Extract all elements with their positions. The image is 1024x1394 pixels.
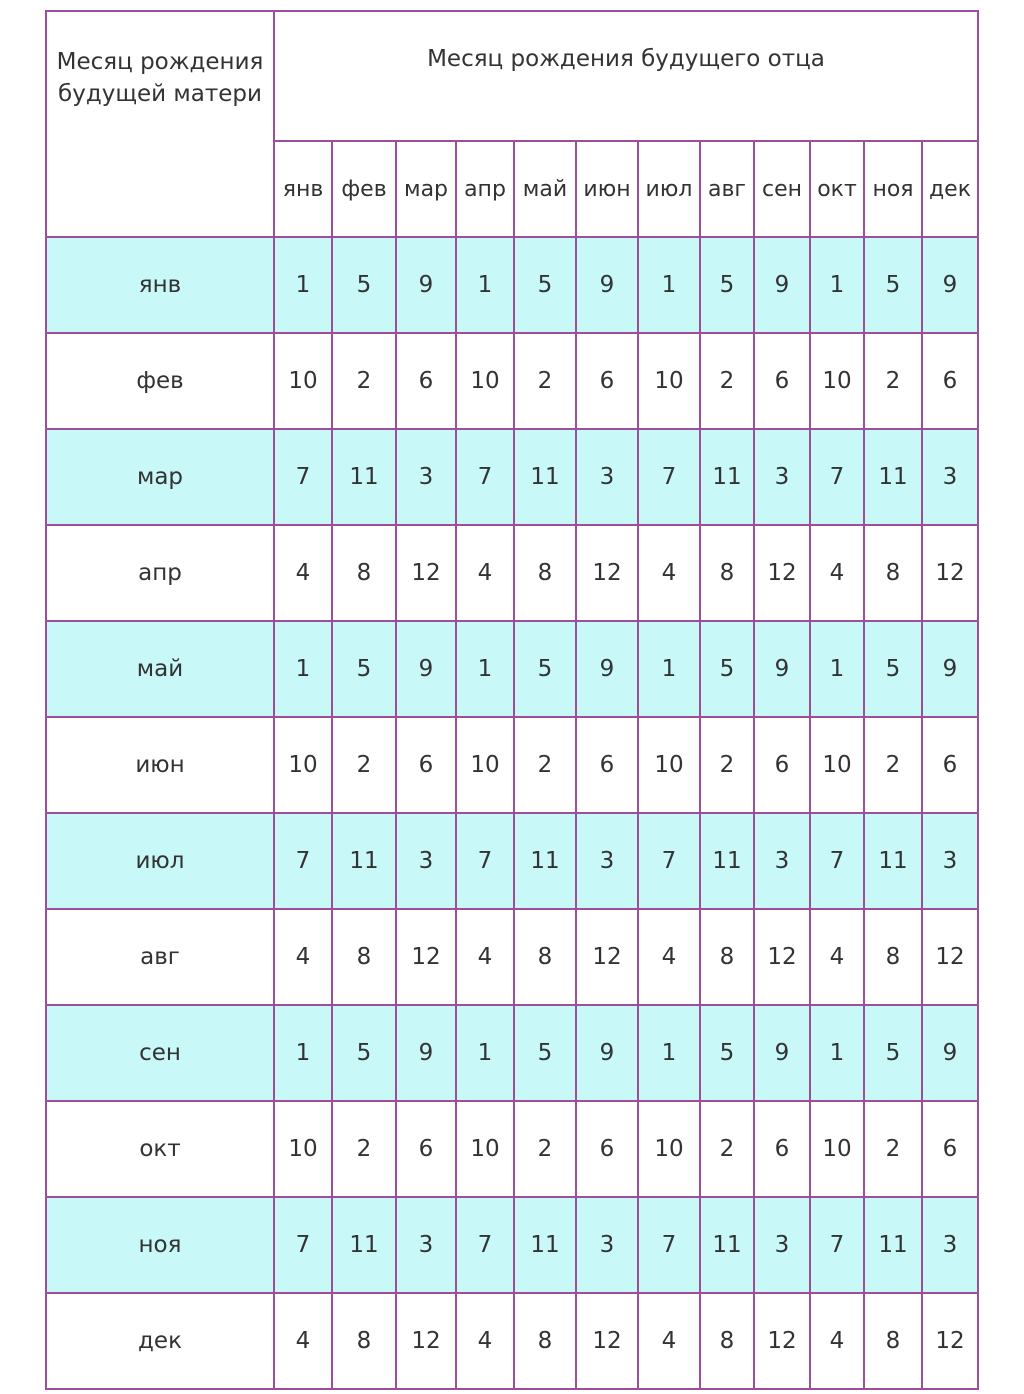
value-cell: 7 xyxy=(456,1197,514,1293)
value-cell: 3 xyxy=(754,813,810,909)
value-cell: 7 xyxy=(810,429,864,525)
value-cell: 9 xyxy=(576,1005,638,1101)
father-month-2: мар xyxy=(396,141,456,237)
father-month-7: авг xyxy=(700,141,754,237)
value-cell: 3 xyxy=(396,429,456,525)
value-cell: 1 xyxy=(638,237,700,333)
value-cell: 1 xyxy=(456,237,514,333)
table-row xyxy=(46,909,978,1005)
value-cell: 1 xyxy=(638,621,700,717)
table-row xyxy=(46,621,978,717)
value-cell: 6 xyxy=(396,1101,456,1197)
value-cell: 7 xyxy=(638,813,700,909)
value-cell: 1 xyxy=(810,621,864,717)
value-cell: 11 xyxy=(332,1197,396,1293)
value-cell: 11 xyxy=(864,429,922,525)
value-cell: 5 xyxy=(514,237,576,333)
value-cell: 3 xyxy=(922,429,978,525)
father-month-8: сен xyxy=(754,141,810,237)
value-cell: 5 xyxy=(864,237,922,333)
value-cell: 10 xyxy=(274,333,332,429)
father-month-4: май xyxy=(514,141,576,237)
value-cell: 6 xyxy=(396,717,456,813)
value-cell: 9 xyxy=(396,1005,456,1101)
value-cell: 7 xyxy=(638,1197,700,1293)
mother-month-cell: ноя xyxy=(46,1197,274,1293)
value-cell: 7 xyxy=(810,813,864,909)
value-cell: 3 xyxy=(922,1197,978,1293)
value-cell: 1 xyxy=(274,1005,332,1101)
value-cell: 6 xyxy=(754,717,810,813)
value-cell: 4 xyxy=(274,525,332,621)
value-cell: 11 xyxy=(700,429,754,525)
value-cell: 4 xyxy=(638,909,700,1005)
value-cell: 9 xyxy=(396,621,456,717)
mother-month-cell: авг xyxy=(46,909,274,1005)
value-cell: 6 xyxy=(576,333,638,429)
mother-month-cell: окт xyxy=(46,1101,274,1197)
table-row xyxy=(46,1101,978,1197)
value-cell: 7 xyxy=(274,813,332,909)
value-cell: 9 xyxy=(576,237,638,333)
value-cell: 3 xyxy=(576,813,638,909)
table-body xyxy=(46,237,978,1389)
value-cell: 4 xyxy=(810,525,864,621)
mother-month-cell: дек xyxy=(46,1293,274,1389)
father-month-1: фев xyxy=(332,141,396,237)
table-row xyxy=(46,813,978,909)
value-cell: 8 xyxy=(514,909,576,1005)
value-cell: 10 xyxy=(274,717,332,813)
value-cell: 11 xyxy=(332,429,396,525)
value-cell: 10 xyxy=(810,1101,864,1197)
value-cell: 7 xyxy=(274,429,332,525)
father-month-3: апр xyxy=(456,141,514,237)
value-cell: 1 xyxy=(274,621,332,717)
value-cell: 7 xyxy=(810,1197,864,1293)
value-cell: 4 xyxy=(274,1293,332,1389)
value-cell: 3 xyxy=(396,1197,456,1293)
value-cell: 1 xyxy=(810,1005,864,1101)
value-cell: 6 xyxy=(922,333,978,429)
father-month-6: июл xyxy=(638,141,700,237)
father-month-11: дек xyxy=(922,141,978,237)
value-cell: 2 xyxy=(700,1101,754,1197)
value-cell: 6 xyxy=(576,717,638,813)
value-cell: 8 xyxy=(514,525,576,621)
value-cell: 12 xyxy=(576,525,638,621)
mother-month-cell: сен xyxy=(46,1005,274,1101)
value-cell: 10 xyxy=(638,717,700,813)
value-cell: 7 xyxy=(274,1197,332,1293)
value-cell: 4 xyxy=(274,909,332,1005)
table-row xyxy=(46,333,978,429)
value-cell: 12 xyxy=(396,1293,456,1389)
value-cell: 8 xyxy=(864,525,922,621)
value-cell: 5 xyxy=(332,621,396,717)
value-cell: 1 xyxy=(810,237,864,333)
value-cell: 2 xyxy=(514,717,576,813)
value-cell: 9 xyxy=(396,237,456,333)
table-row xyxy=(46,1293,978,1389)
value-cell: 5 xyxy=(700,237,754,333)
value-cell: 11 xyxy=(864,1197,922,1293)
value-cell: 8 xyxy=(864,909,922,1005)
mother-month-cell: май xyxy=(46,621,274,717)
mother-month-cell: фев xyxy=(46,333,274,429)
value-cell: 5 xyxy=(514,621,576,717)
value-cell: 4 xyxy=(456,909,514,1005)
mother-month-cell: апр xyxy=(46,525,274,621)
value-cell: 10 xyxy=(456,333,514,429)
value-cell: 12 xyxy=(576,909,638,1005)
value-cell: 9 xyxy=(922,621,978,717)
value-cell: 2 xyxy=(332,333,396,429)
value-cell: 10 xyxy=(456,717,514,813)
value-cell: 2 xyxy=(864,1101,922,1197)
value-cell: 3 xyxy=(576,429,638,525)
value-cell: 1 xyxy=(456,1005,514,1101)
father-month-0: янв xyxy=(274,141,332,237)
value-cell: 6 xyxy=(576,1101,638,1197)
table-row xyxy=(46,525,978,621)
value-cell: 1 xyxy=(456,621,514,717)
value-cell: 12 xyxy=(922,1293,978,1389)
value-cell: 10 xyxy=(456,1101,514,1197)
value-cell: 11 xyxy=(514,1197,576,1293)
value-cell: 4 xyxy=(810,909,864,1005)
father-month-header: Месяц рождения будущего отца xyxy=(274,11,978,141)
value-cell: 12 xyxy=(922,525,978,621)
value-cell: 10 xyxy=(274,1101,332,1197)
value-cell: 3 xyxy=(396,813,456,909)
value-cell: 12 xyxy=(754,909,810,1005)
value-cell: 10 xyxy=(638,333,700,429)
value-cell: 2 xyxy=(864,717,922,813)
value-cell: 9 xyxy=(922,1005,978,1101)
value-cell: 4 xyxy=(638,1293,700,1389)
value-cell: 2 xyxy=(514,333,576,429)
mother-month-cell: июн xyxy=(46,717,274,813)
value-cell: 6 xyxy=(396,333,456,429)
table-row xyxy=(46,1005,978,1101)
value-cell: 5 xyxy=(332,1005,396,1101)
value-cell: 9 xyxy=(754,621,810,717)
value-cell: 5 xyxy=(332,237,396,333)
mother-month-cell: мар xyxy=(46,429,274,525)
value-cell: 9 xyxy=(922,237,978,333)
value-cell: 8 xyxy=(700,525,754,621)
father-month-9: окт xyxy=(810,141,864,237)
value-cell: 11 xyxy=(332,813,396,909)
value-cell: 8 xyxy=(700,909,754,1005)
value-cell: 8 xyxy=(332,909,396,1005)
value-cell: 4 xyxy=(456,525,514,621)
value-cell: 11 xyxy=(514,813,576,909)
value-cell: 10 xyxy=(810,717,864,813)
value-cell: 9 xyxy=(754,237,810,333)
father-month-10: ноя xyxy=(864,141,922,237)
table-row xyxy=(46,237,978,333)
value-cell: 7 xyxy=(456,429,514,525)
value-cell: 11 xyxy=(700,813,754,909)
value-cell: 10 xyxy=(638,1101,700,1197)
value-cell: 9 xyxy=(576,621,638,717)
value-cell: 1 xyxy=(638,1005,700,1101)
value-cell: 8 xyxy=(864,1293,922,1389)
value-cell: 4 xyxy=(638,525,700,621)
father-month-5: июн xyxy=(576,141,638,237)
value-cell: 5 xyxy=(700,1005,754,1101)
value-cell: 12 xyxy=(396,525,456,621)
value-cell: 5 xyxy=(864,621,922,717)
table-row xyxy=(46,717,978,813)
table-row xyxy=(46,1197,978,1293)
value-cell: 12 xyxy=(922,909,978,1005)
conception-table xyxy=(45,10,979,1390)
value-cell: 4 xyxy=(456,1293,514,1389)
value-cell: 7 xyxy=(638,429,700,525)
value-cell: 6 xyxy=(922,717,978,813)
value-cell: 2 xyxy=(864,333,922,429)
value-cell: 8 xyxy=(332,525,396,621)
value-cell: 4 xyxy=(810,1293,864,1389)
value-cell: 3 xyxy=(754,1197,810,1293)
mother-month-header: Месяц рождения будущей матери xyxy=(46,11,274,237)
value-cell: 5 xyxy=(514,1005,576,1101)
value-cell: 5 xyxy=(864,1005,922,1101)
value-cell: 12 xyxy=(576,1293,638,1389)
header-row-top xyxy=(46,11,978,141)
value-cell: 7 xyxy=(456,813,514,909)
value-cell: 1 xyxy=(274,237,332,333)
value-cell: 12 xyxy=(754,525,810,621)
value-cell: 2 xyxy=(700,717,754,813)
value-cell: 12 xyxy=(754,1293,810,1389)
value-cell: 8 xyxy=(332,1293,396,1389)
value-cell: 8 xyxy=(514,1293,576,1389)
value-cell: 5 xyxy=(700,621,754,717)
mother-month-cell: янв xyxy=(46,237,274,333)
mother-month-cell: июл xyxy=(46,813,274,909)
value-cell: 11 xyxy=(514,429,576,525)
value-cell: 2 xyxy=(514,1101,576,1197)
value-cell: 3 xyxy=(922,813,978,909)
value-cell: 3 xyxy=(576,1197,638,1293)
value-cell: 8 xyxy=(700,1293,754,1389)
value-cell: 6 xyxy=(754,333,810,429)
table-row xyxy=(46,429,978,525)
value-cell: 10 xyxy=(810,333,864,429)
value-cell: 2 xyxy=(332,1101,396,1197)
value-cell: 2 xyxy=(332,717,396,813)
value-cell: 6 xyxy=(922,1101,978,1197)
value-cell: 9 xyxy=(754,1005,810,1101)
value-cell: 6 xyxy=(754,1101,810,1197)
value-cell: 11 xyxy=(700,1197,754,1293)
value-cell: 12 xyxy=(396,909,456,1005)
value-cell: 2 xyxy=(700,333,754,429)
value-cell: 3 xyxy=(754,429,810,525)
value-cell: 11 xyxy=(864,813,922,909)
